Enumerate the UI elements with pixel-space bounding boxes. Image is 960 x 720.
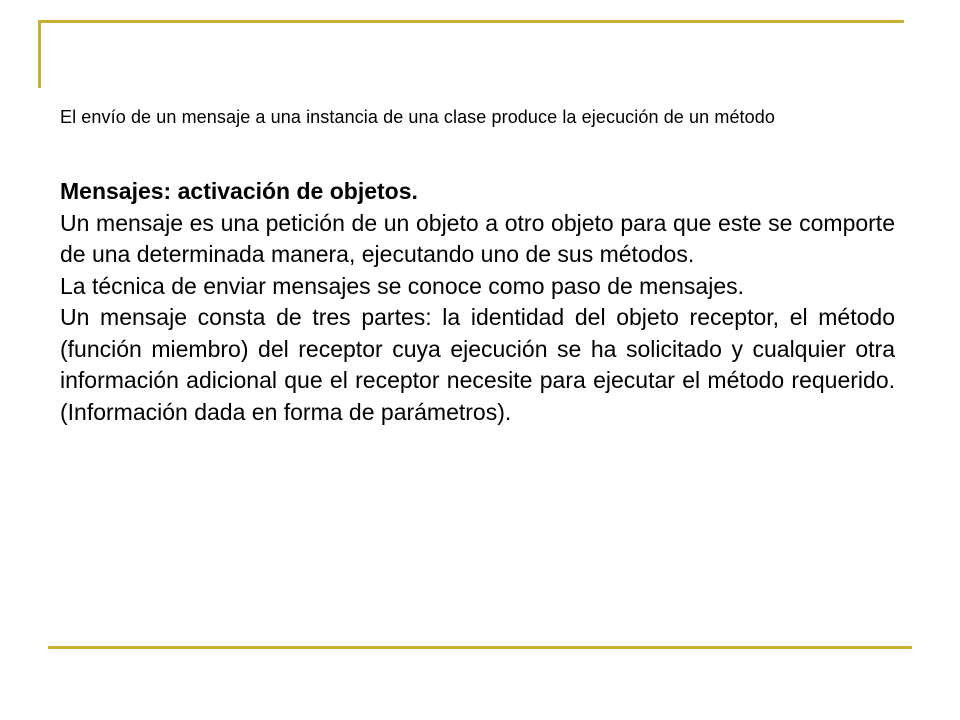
left-rule <box>38 20 41 88</box>
slide-body <box>60 176 895 428</box>
top-rule <box>40 20 904 23</box>
paragraph-technique: La técnica de enviar mensajes se conoce como paso de mensajes. <box>60 272 745 299</box>
intro-text: El envío de un mensaje a una instancia de una clase produce la ejecución de un método <box>60 107 775 127</box>
paragraph-definition: Un mensaje es una petición de un objeto a otro objeto para que este se comporte de una determinada manera, ejecutando uno de sus métodos. <box>60 209 895 267</box>
section-heading: Mensajes: activación de objetos. <box>60 178 418 204</box>
bottom-rule <box>48 646 912 649</box>
paragraph-parts: Un mensaje consta de tres partes: la identidad del objeto receptor, el método (función miembro) del receptor cuya ejecución se ha solicitado y cualquier otra información adicional que el receptor necesite para ejecutar el método requerido. (Información dada en forma de parámetros). <box>60 304 895 425</box>
